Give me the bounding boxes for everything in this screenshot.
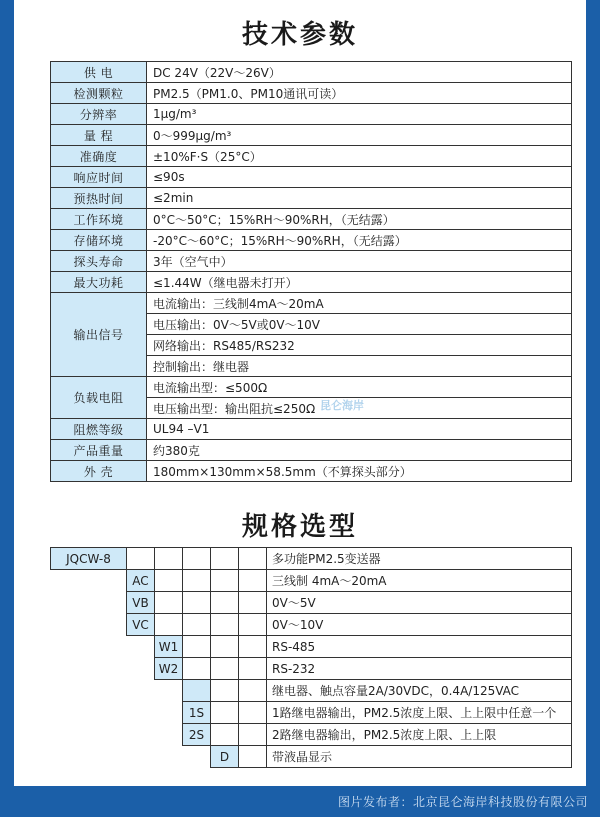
param-label: 预热时间 [51,188,147,209]
param-value: 电压输出：0V～5V或0V～10V [147,314,572,335]
spec-desc: 0V～5V [267,592,572,614]
param-value: DC 24V（22V～26V） [147,62,572,83]
spec-selection-table [50,547,572,768]
spec-desc: RS-232 [267,658,572,680]
spec-desc: 0V～10V [267,614,572,636]
param-value: ≤90s [147,167,572,188]
param-value: UL94 –V1 [147,419,572,440]
param-value: 0°C～50°C；15%RH～90%RH，（无结露） [147,209,572,230]
param-label: 分辨率 [51,104,147,125]
param-label: 检测颗粒 [51,83,147,104]
spec-selection-title: 规格选型 [241,512,358,542]
spec-desc: 1路继电器输出，PM2.5浓度上限、上上限中任意一个 [267,702,572,724]
param-label: 探头寿命 [51,251,147,272]
table-row [51,440,572,461]
publisher-credit: 图片发布者：北京昆仑海岸科技股份有限公司 [337,795,588,809]
param-value: 1μg/m³ [147,104,572,125]
param-label: 供 电 [51,62,147,83]
spec-desc: 三线制 4mA～20mA [267,570,572,592]
table-row [51,251,572,272]
table-row [51,680,572,702]
param-value: ≤1.44W（继电器未打开） [147,272,572,293]
option-code: VC [127,614,155,636]
option-code: VB [127,592,155,614]
param-value: 控制输出：继电器 [147,356,572,377]
param-label: 阻燃等级 [51,419,147,440]
table-row [51,146,572,167]
footer-band [0,786,600,817]
option-code: W2 [155,658,183,680]
table-row [51,125,572,146]
param-value: 0～999μg/m³ [147,125,572,146]
table-row [51,419,572,440]
table-row [51,62,572,83]
option-code-empty [183,680,211,702]
tech-params-title: 技术参数 [241,20,358,50]
table-row [51,548,572,570]
param-value: ≤2min [147,188,572,209]
spec-desc: 继电器、触点容量2A/30VDC，0.4A/125VAC [267,680,572,702]
param-label: 量 程 [51,125,147,146]
option-code: AC [127,570,155,592]
table-row [51,658,572,680]
param-value: 约380克 [147,440,572,461]
table-row [51,636,572,658]
param-label: 准确度 [51,146,147,167]
param-value: ±10%F·S（25°C） [147,146,572,167]
param-value: -20°C～60°C；15%RH～90%RH，（无结露） [147,230,572,251]
param-label: 负载电阻 [51,377,147,419]
table-row [51,570,572,592]
option-code: 1S [183,702,211,724]
table-row [51,188,572,209]
table-row [51,230,572,251]
param-value: 电流输出型：≤500Ω [147,377,572,398]
spec-sheet-card [14,0,586,786]
param-label: 外 壳 [51,461,147,482]
param-label: 存储环境 [51,230,147,251]
spec-desc: RS-485 [267,636,572,658]
param-value: 3年（空气中） [147,251,572,272]
table-row [51,272,572,293]
table-row [51,83,572,104]
table-row [51,104,572,125]
param-value: PM2.5（PM1.0、PM10通讯可读） [147,83,572,104]
spec-desc: 带液晶显示 [267,746,572,768]
tech-params-table [50,61,572,482]
param-value: 电流输出：三线制4mA～20mA [147,293,572,314]
param-label: 工作环境 [51,209,147,230]
table-row [51,293,572,314]
table-row [51,614,572,636]
table-row [51,702,572,724]
option-code: 2S [183,724,211,746]
spec-desc: 2路继电器输出，PM2.5浓度上限、上上限 [267,724,572,746]
param-label: 产品重量 [51,440,147,461]
table-row [51,209,572,230]
table-row [51,746,572,768]
table-row [51,377,572,398]
table-row [51,724,572,746]
param-label: 响应时间 [51,167,147,188]
table-row [51,461,572,482]
model-code: JQCW-8 [51,548,127,570]
param-value: 180mm×130mm×58.5mm（不算探头部分） [147,461,572,482]
param-label: 最大功耗 [51,272,147,293]
param-value: 网络输出：RS485/RS232 [147,335,572,356]
param-label: 输出信号 [51,293,147,377]
table-row [51,592,572,614]
brand-watermark: 昆仑海岸 [320,399,364,412]
table-row [51,167,572,188]
param-value: 电压输出型：输出阻抗≤250Ω [147,398,572,419]
option-code: W1 [155,636,183,658]
spec-desc: 多功能PM2.5变送器 [267,548,572,570]
option-code: D [211,746,239,768]
